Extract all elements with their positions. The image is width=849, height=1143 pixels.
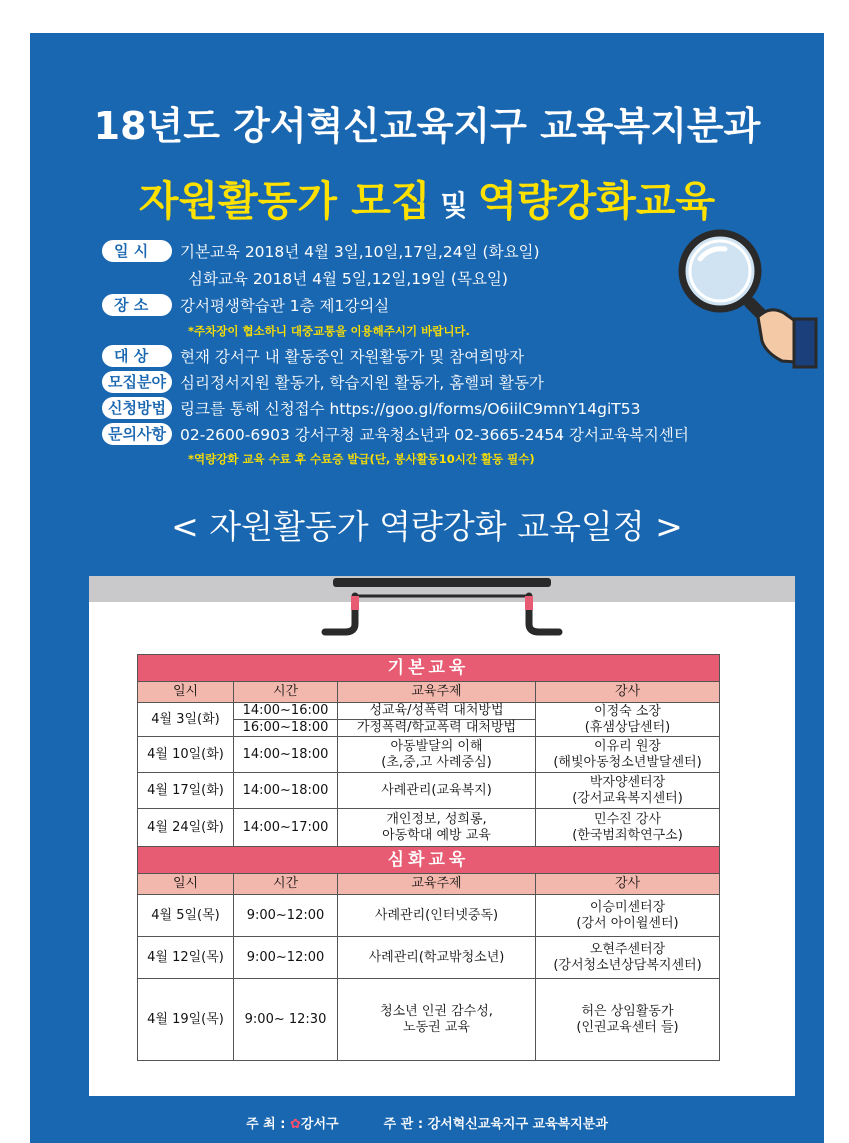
title-and: 및 (440, 189, 468, 222)
cell-topic: 청소년 인권 감수성, 노동권 교육 (338, 979, 536, 1061)
place-label: 장 소 (102, 294, 172, 316)
date-label: 일 시 (102, 240, 172, 262)
cell-lecturer: 이승미센터장 (강서 아이윌센터) (536, 895, 720, 937)
target-value: 현재 강서구 내 활동중인 자원활동가 및 참여희망자 (180, 348, 524, 366)
cell-topic: 개인정보, 성희롱, 아동학대 예방 교육 (338, 809, 536, 847)
cell-topic: 아동발달의 이해 (초,중,고 사례중심) (338, 737, 536, 773)
cell-topic: 사례관리(인터넷중독) (338, 895, 536, 937)
info-target (102, 343, 524, 369)
gangseo-logo-icon: ✿ (290, 1117, 301, 1132)
contact-value: 02-2600-6903 강서구청 교육청소년과 02-3665-2454 강서교육복지센터 (180, 426, 689, 444)
apply-value[interactable]: 링크를 통해 신청접수 https://goo.gl/forms/O6iilC9mnY14giT53 (180, 400, 641, 418)
info-date2 (188, 265, 508, 291)
col-topic: 교육주제 (338, 874, 536, 895)
schedule-title: < 자원활동가 역량강화 교육일정 > (171, 507, 683, 546)
basic-section-row (138, 655, 720, 682)
cell-time: 9:00~ 12:30 (234, 979, 338, 1061)
table-row (138, 773, 720, 809)
magnifier-hand-icon (670, 223, 820, 373)
schedule-table (137, 654, 720, 1061)
cell-time: 14:00~18:00 (234, 737, 338, 773)
title-line1: 18년도 강서혁신교육지구 교육복지분과 (93, 104, 761, 148)
cell-time: 14:00~18:00 (234, 773, 338, 809)
cell-topic: 성교육/성폭력 대처방법 (338, 703, 536, 720)
cell-time: 14:00~17:00 (234, 809, 338, 847)
field-label: 모집분야 (102, 371, 172, 393)
cell-date: 4월 19일(목) (138, 979, 234, 1061)
advanced-section-title: 심화교육 (138, 847, 720, 874)
table-row (138, 809, 720, 847)
cell-date: 4월 10일(화) (138, 737, 234, 773)
table-row (138, 703, 720, 720)
clipboard-clip-icon (315, 576, 569, 638)
info-field (102, 369, 544, 395)
title-line2 (30, 168, 824, 227)
info-cert-note (188, 446, 535, 472)
col-topic: 교육주제 (338, 682, 536, 703)
basic-section-title: 기본교육 (138, 655, 720, 682)
field-value: 심리정서지원 활동가, 학습지원 활동가, 홈헬퍼 활동가 (180, 374, 544, 392)
table-row (138, 737, 720, 773)
cell-date: 4월 3일(화) (138, 703, 234, 737)
place-note: *주차장이 협소하니 대중교통을 이용해주시기 바랍니다. (188, 324, 470, 338)
cert-note: *역량강화 교육 수료 후 수료증 발급(단, 봉사활동10시간 활동 필수) (188, 452, 535, 466)
info-contact (102, 421, 689, 447)
cell-topic: 사례관리(교육복지) (338, 773, 536, 809)
cell-date: 4월 24일(화) (138, 809, 234, 847)
advanced-header-row (138, 874, 720, 895)
host-label: 주 최 : (246, 1117, 286, 1132)
cell-lecturer: 박자양센터장 (강서교육복지센터) (536, 773, 720, 809)
cell-lecturer: 이정숙 소장 (휴샘상담센터) (536, 703, 720, 737)
apply-label: 신청방법 (102, 397, 172, 419)
cell-date: 4월 5일(목) (138, 895, 234, 937)
organizer-name: 강서혁신교육지구 교육복지분과 (427, 1117, 608, 1132)
clipboard (89, 576, 795, 1096)
footer (30, 1113, 824, 1132)
cell-time: 9:00~12:00 (234, 895, 338, 937)
cell-lecturer: 허은 상임활동가 (인권교육센터 들) (536, 979, 720, 1061)
date-value2: 심화교육 2018년 4월 5일,12일,19일 (목요일) (188, 270, 508, 288)
cell-time: 9:00~12:00 (234, 937, 338, 979)
col-date: 일시 (138, 874, 234, 895)
schedule-table-wrap (137, 654, 719, 1061)
cell-lecturer: 민수진 강사 (한국범죄학연구소) (536, 809, 720, 847)
date-value1: 기본교육 2018년 4월 3일,10일,17일,24일 (화요일) (180, 243, 540, 261)
cell-date: 4월 17일(화) (138, 773, 234, 809)
col-time: 시간 (234, 874, 338, 895)
cell-lecturer: 오현주센터장 (강서청소년상담복지센터) (536, 937, 720, 979)
organizer-label: 주 관 : (383, 1117, 424, 1132)
col-date: 일시 (138, 682, 234, 703)
table-row (138, 937, 720, 979)
advanced-section-row (138, 847, 720, 874)
col-time: 시간 (234, 682, 338, 703)
cell-time: 14:00~16:00 (234, 703, 338, 720)
basic-header-row (138, 682, 720, 703)
cell-date: 4월 12일(목) (138, 937, 234, 979)
info-place-note (188, 318, 470, 344)
contact-label: 문의사항 (102, 423, 172, 445)
table-row (138, 895, 720, 937)
info-date (102, 238, 540, 264)
host-name: 강서구 (300, 1117, 339, 1132)
info-apply (102, 395, 640, 421)
poster (30, 33, 824, 1143)
place-value: 강서평생학습관 1층 제1강의실 (180, 297, 390, 315)
cell-topic: 사례관리(학교밖청소년) (338, 937, 536, 979)
info-place (102, 292, 389, 318)
col-lecturer: 강사 (536, 874, 720, 895)
target-label: 대 상 (102, 345, 172, 367)
title-recruit: 자원활동가 모집 (138, 177, 431, 225)
cell-lecturer: 이유리 원장 (해빛아동청소년발달센터) (536, 737, 720, 773)
title-training: 역량강화교육 (477, 177, 716, 225)
cell-topic: 가정폭력/학교폭력 대처방법 (338, 720, 536, 737)
cell-time: 16:00~18:00 (234, 720, 338, 737)
table-row (138, 979, 720, 1061)
col-lecturer: 강사 (536, 682, 720, 703)
